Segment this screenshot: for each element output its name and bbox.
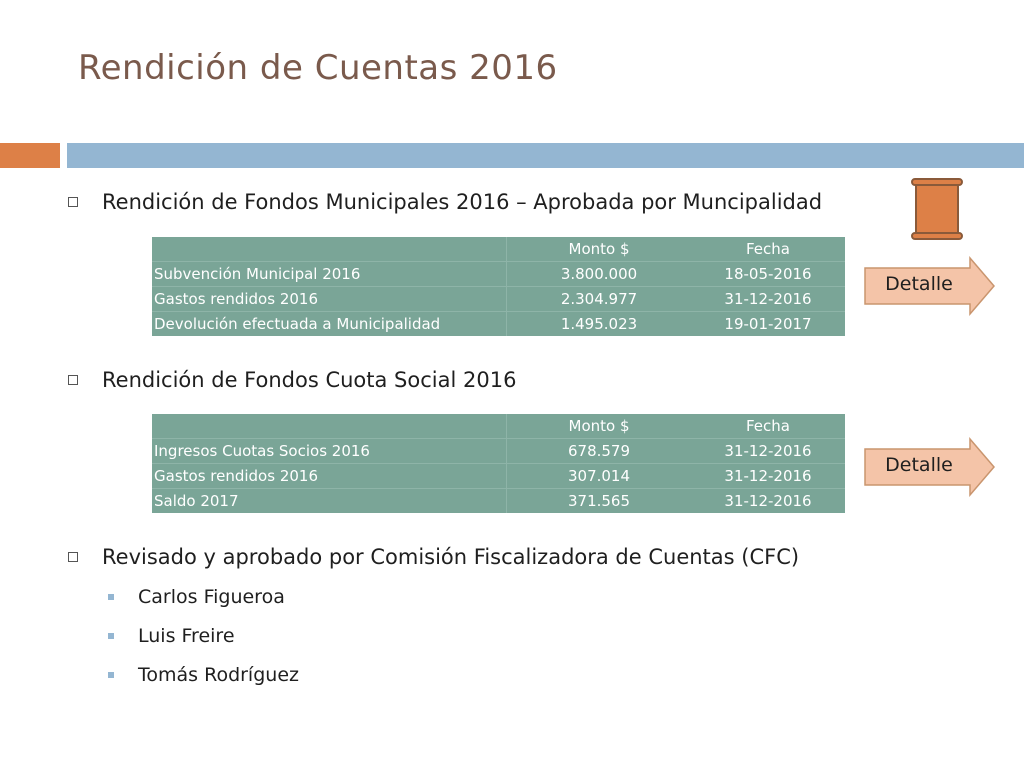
detail-button-label: Detalle <box>885 454 953 476</box>
list-item-member <box>108 664 299 686</box>
table-header-cell: Fecha <box>746 240 790 258</box>
table-header-cell: Monto $ <box>568 417 630 435</box>
table-cell: 31-12-2016 <box>691 287 845 312</box>
table-header-cell: Fecha <box>746 417 790 435</box>
table-cell: 3.800.000 <box>507 262 692 287</box>
scroll-icon <box>908 178 966 240</box>
square-bullet-icon <box>68 552 78 562</box>
square-bullet-icon <box>68 375 78 385</box>
table-cell: 678.579 <box>507 439 692 464</box>
table-cell: Saldo 2017 <box>152 489 507 514</box>
header-accent-bar-blue <box>67 143 1024 168</box>
member-name: Luis Freire <box>138 625 235 647</box>
detail-button-cuota-social[interactable] <box>862 437 998 497</box>
slide-title: Rendición de Cuentas 2016 <box>78 48 558 88</box>
small-square-bullet-icon <box>108 594 114 600</box>
table-fondos-municipales <box>152 237 845 336</box>
table-row <box>152 262 845 287</box>
detail-button-label: Detalle <box>885 273 953 295</box>
table-cell: 19-01-2017 <box>691 312 845 337</box>
list-item-member <box>108 625 235 647</box>
table-cell: 31-12-2016 <box>691 464 845 489</box>
member-name: Carlos Figueroa <box>138 586 285 608</box>
table-row <box>152 312 845 337</box>
bullet-cuota-social <box>68 368 516 392</box>
header-accent-bar-orange <box>0 143 60 168</box>
table-cell: Gastos rendidos 2016 <box>152 464 507 489</box>
table-cell: 1.495.023 <box>507 312 692 337</box>
table-cell: 31-12-2016 <box>691 489 845 514</box>
table-cell: 371.565 <box>507 489 692 514</box>
table-row <box>152 464 845 489</box>
table-cell: Gastos rendidos 2016 <box>152 287 507 312</box>
table-header-cell <box>152 237 507 262</box>
table-header-row <box>152 237 845 262</box>
member-name: Tomás Rodríguez <box>138 664 299 686</box>
table-header-cell <box>152 414 507 439</box>
list-item-member <box>108 586 285 608</box>
detail-button-municipal[interactable] <box>862 256 998 316</box>
table-row <box>152 489 845 514</box>
table-row <box>152 439 845 464</box>
table-cuota-social <box>152 414 845 513</box>
small-square-bullet-icon <box>108 633 114 639</box>
table-header-cell: Monto $ <box>568 240 630 258</box>
table-header-row <box>152 414 845 439</box>
bullet-text: Rendición de Fondos Cuota Social 2016 <box>102 368 517 392</box>
bullet-text: Revisado y aprobado por Comisión Fiscalizadora de Cuentas (CFC) <box>102 545 800 569</box>
bullet-revisado-cfc <box>68 545 799 569</box>
table-cell: Ingresos Cuotas Socios 2016 <box>152 439 507 464</box>
bullet-fondos-municipales <box>68 190 822 214</box>
small-square-bullet-icon <box>108 672 114 678</box>
table-cell: 307.014 <box>507 464 692 489</box>
table-cell: 2.304.977 <box>507 287 692 312</box>
table-cell: Devolución efectuada a Municipalidad <box>152 312 507 337</box>
table-cell: 31-12-2016 <box>691 439 845 464</box>
table-cell: Subvención Municipal 2016 <box>152 262 507 287</box>
table-cell: 18-05-2016 <box>691 262 845 287</box>
table-row <box>152 287 845 312</box>
bullet-text: Rendición de Fondos Municipales 2016 – Aprobada por Muncipalidad <box>102 190 823 214</box>
square-bullet-icon <box>68 197 78 207</box>
